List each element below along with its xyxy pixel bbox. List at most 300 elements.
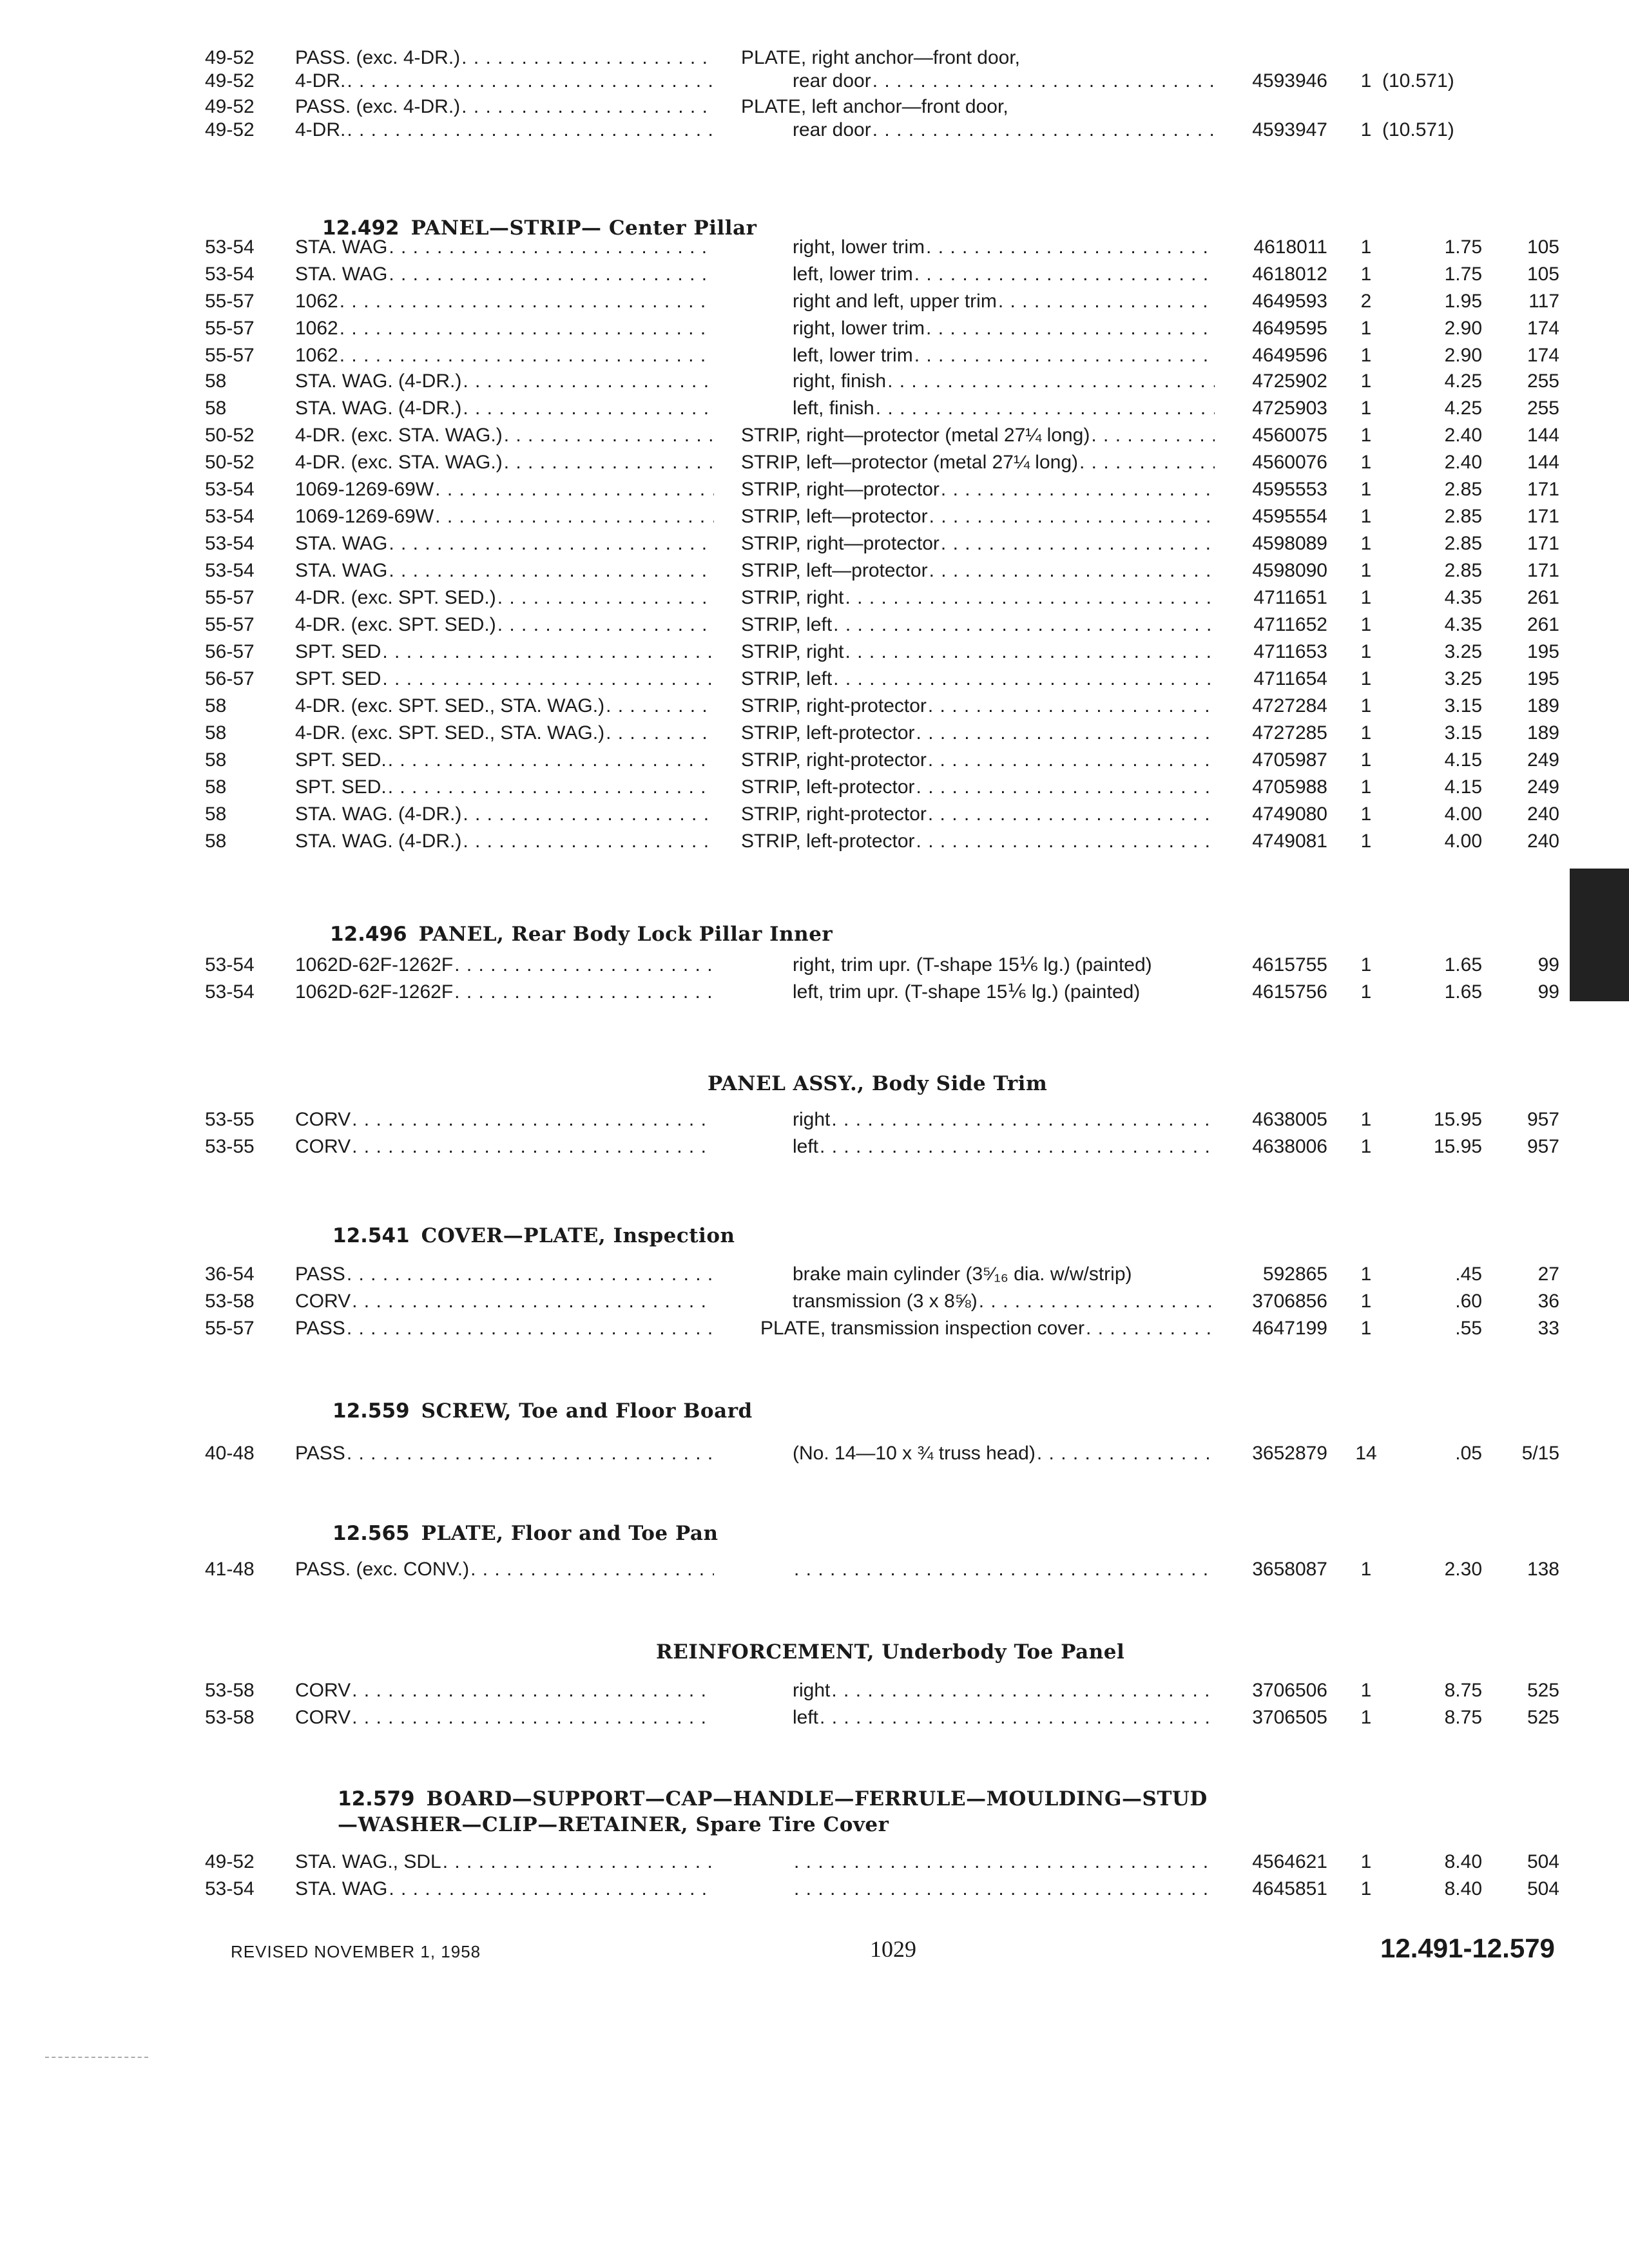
quantity: 1 <box>1360 1109 1372 1130</box>
model-years: 53-54 <box>205 560 255 581</box>
weight-value: 174 <box>1527 318 1559 339</box>
parts-row <box>0 67 1629 95</box>
section-number: 12.579 <box>338 1787 415 1811</box>
weight-value: 525 <box>1527 1707 1559 1728</box>
section-heading <box>338 1786 1208 1838</box>
model-application: CORV . . . <box>295 1287 714 1316</box>
quantity: 1 <box>1360 452 1372 473</box>
parts-row <box>0 800 1629 829</box>
part-description: left, lower trim . . . <box>793 260 1215 289</box>
model-application: 4-DR. (exc. STA. WAG.) . . . <box>295 448 714 477</box>
model-years: 58 <box>205 370 227 392</box>
quantity: 1 <box>1360 425 1372 446</box>
list-price: 3.15 <box>1444 695 1482 716</box>
list-price: 8.40 <box>1444 1851 1482 1872</box>
parts-row <box>0 692 1629 720</box>
list-price: 8.75 <box>1444 1680 1482 1701</box>
model-application: 4-DR. (exc. STA. WAG.) . . . <box>295 421 714 450</box>
list-price: 2.40 <box>1444 452 1482 473</box>
quantity: 1 <box>1360 1291 1372 1312</box>
parts-row <box>0 1848 1629 1876</box>
part-description: STRIP, left—protector . . . <box>741 557 1215 585</box>
model-application: 4-DR. . . . <box>295 67 714 95</box>
part-number: 4711652 <box>1253 614 1327 635</box>
weight-value: 249 <box>1527 749 1559 771</box>
model-application: STA. WAG. (4-DR.) . . . <box>295 827 714 856</box>
list-price: 3.25 <box>1444 668 1482 689</box>
model-application: PASS. (exc. 4-DR.) . . . <box>295 93 714 121</box>
quantity: 1 <box>1360 533 1372 554</box>
model-years: 55-57 <box>205 345 255 366</box>
parts-row <box>0 341 1629 370</box>
parts-row <box>0 827 1629 856</box>
model-application: 1069-1269-69W . . . <box>295 503 714 531</box>
model-years: 58 <box>205 803 227 825</box>
part-number: 4618012 <box>1252 264 1327 285</box>
section-title: BOARD—SUPPORT—CAP—HANDLE—FERRULE—MOULDING—STUD <box>426 1787 1208 1811</box>
weight-value: 144 <box>1527 452 1559 473</box>
parts-row <box>0 1677 1629 1705</box>
part-number: 4705987 <box>1252 749 1327 771</box>
part-description <box>793 1848 1215 1876</box>
list-price: 8.40 <box>1444 1878 1482 1899</box>
model-years: 36-54 <box>205 1264 255 1285</box>
scan-artifact-line <box>45 2057 148 2058</box>
part-number: 4595553 <box>1252 479 1327 500</box>
model-application: CORV . . . <box>295 1133 714 1161</box>
quantity: 1 <box>1360 1136 1372 1157</box>
model-application: STA. WAG. (4-DR.) . . . <box>295 394 714 423</box>
model-years: 53-54 <box>205 1878 255 1899</box>
list-price: 2.30 <box>1444 1559 1482 1580</box>
model-years: 53-54 <box>205 236 255 258</box>
parts-row <box>0 1875 1629 1903</box>
model-years: 49-52 <box>205 119 255 140</box>
parts-row <box>0 233 1629 262</box>
part-description: PLATE, right anchor—front door, <box>741 47 1020 68</box>
part-description: STRIP, right-protector . . . <box>741 692 1215 720</box>
quantity: 1 <box>1360 641 1372 662</box>
section-title: COVER—PLATE, Inspection <box>421 1224 735 1247</box>
section-title-continued: —WASHER—CLIP—RETAINER, Spare Tire Cover <box>338 1813 889 1836</box>
model-years: 49-52 <box>205 47 255 68</box>
part-number: 4711651 <box>1253 587 1327 608</box>
weight-value: 36 <box>1537 1291 1559 1312</box>
part-description: left, lower trim . . . <box>793 341 1215 370</box>
parts-row <box>0 1106 1629 1134</box>
part-description: STRIP, left . . . <box>741 611 1215 639</box>
section-number: 12.496 <box>330 923 407 946</box>
weight-value: 117 <box>1528 291 1559 312</box>
model-application: STA. WAG . . . <box>295 530 714 558</box>
parts-row <box>0 1314 1629 1343</box>
revised-date: REVISED NOVEMBER 1, 1958 <box>231 1942 481 1961</box>
list-price: 2.85 <box>1444 506 1482 527</box>
model-application: PASS. (exc. CONV.) . . . <box>295 1555 714 1584</box>
part-description <box>793 1555 1215 1584</box>
list-price: 2.85 <box>1444 479 1482 500</box>
parts-row <box>0 611 1629 639</box>
parts-row <box>0 503 1629 531</box>
part-description: STRIP, left-protector . . . <box>741 827 1215 856</box>
weight-value: 504 <box>1527 1878 1559 1899</box>
weight-value: 174 <box>1527 345 1559 366</box>
list-price: 4.25 <box>1444 370 1482 392</box>
weight-value: 195 <box>1527 668 1559 689</box>
quantity: 1 <box>1360 236 1372 258</box>
list-price: 4.35 <box>1444 587 1482 608</box>
model-application: STA. WAG . . . <box>295 260 714 289</box>
part-description: PLATE, left anchor—front door, <box>741 96 1008 117</box>
weight-value: 144 <box>1527 425 1559 446</box>
weight-value: 171 <box>1527 506 1559 527</box>
weight-value: 240 <box>1527 803 1559 825</box>
parts-row <box>0 394 1629 423</box>
part-description: left . . . <box>793 1704 1215 1732</box>
part-number: 3706505 <box>1252 1707 1327 1728</box>
model-application: PASS . . . <box>295 1260 714 1289</box>
quantity: 2 <box>1360 291 1372 312</box>
part-description: STRIP, left . . . <box>741 665 1215 693</box>
parts-row <box>0 746 1629 774</box>
weight-value: 249 <box>1527 776 1559 798</box>
part-description: rear door . . . <box>793 116 1215 144</box>
part-description: right . . . <box>793 1677 1215 1705</box>
model-years: 58 <box>205 749 227 771</box>
model-years: 53-54 <box>205 533 255 554</box>
list-price: 2.90 <box>1444 318 1482 339</box>
weight-value: (10.571) <box>1382 119 1454 140</box>
parts-row <box>0 287 1629 316</box>
model-years: 55-57 <box>205 318 255 339</box>
model-application: PASS . . . <box>295 1314 714 1343</box>
part-number: 4638005 <box>1252 1109 1327 1130</box>
model-application: STA. WAG . . . <box>295 233 714 262</box>
index-tab-marker <box>1570 869 1629 1001</box>
section-number: 12.492 <box>322 216 400 240</box>
parts-row <box>0 1133 1629 1161</box>
parts-row <box>0 476 1629 504</box>
part-description: STRIP, left—protector . . . <box>741 503 1215 531</box>
parts-row <box>0 978 1629 1006</box>
list-price: 4.35 <box>1444 614 1482 635</box>
part-description: left . . . <box>793 1133 1215 1161</box>
section-range: 12.491-12.579 <box>1380 1933 1555 1963</box>
list-price: 1.65 <box>1444 981 1482 1003</box>
part-number: 4560076 <box>1252 452 1327 473</box>
section-heading <box>708 1071 1047 1097</box>
parts-row <box>0 260 1629 289</box>
weight-value: 240 <box>1527 831 1559 852</box>
model-years: 41-48 <box>205 1559 255 1580</box>
part-number: 4615755 <box>1252 954 1327 975</box>
quantity: 14 <box>1355 1443 1377 1464</box>
parts-row <box>0 367 1629 396</box>
part-description: (No. 14—10 x ¾ truss head) . . . <box>793 1439 1215 1468</box>
quantity: 1 <box>1360 831 1372 852</box>
model-application: 1062 . . . <box>295 314 714 343</box>
parts-row <box>0 1287 1629 1316</box>
quantity: 1 <box>1360 264 1372 285</box>
model-application: 4-DR. (exc. SPT. SED.) . . . <box>295 584 714 612</box>
part-description: right . . . <box>793 1106 1215 1134</box>
model-years: 40-48 <box>205 1443 255 1464</box>
parts-row <box>0 116 1629 144</box>
list-price: 4.15 <box>1444 776 1482 798</box>
section-heading <box>333 1521 718 1546</box>
model-years: 53-54 <box>205 506 255 527</box>
model-years: 56-57 <box>205 668 255 689</box>
model-application: 1062D-62F-1262F . . . <box>295 978 714 1006</box>
model-application: CORV . . . <box>295 1677 714 1705</box>
quantity: 1 <box>1360 614 1372 635</box>
parts-row <box>0 557 1629 585</box>
model-application: STA. WAG. (4-DR.) . . . <box>295 800 714 829</box>
part-description <box>793 1875 1215 1903</box>
parts-row <box>0 665 1629 693</box>
weight-value: 5/15 <box>1521 1443 1559 1464</box>
list-price: 1.75 <box>1444 264 1482 285</box>
section-number: 12.565 <box>333 1522 410 1545</box>
list-price: 15.95 <box>1433 1136 1482 1157</box>
model-application: 1062 . . . <box>295 341 714 370</box>
model-application: STA. WAG . . . <box>295 1875 714 1903</box>
part-number: 4727285 <box>1252 722 1327 744</box>
part-number: 4593946 <box>1252 70 1327 91</box>
part-number: 4749080 <box>1252 803 1327 825</box>
page-number: 1029 <box>870 1936 916 1962</box>
part-number: 4749081 <box>1252 831 1327 852</box>
parts-row <box>0 773 1629 802</box>
weight-value: 957 <box>1527 1136 1559 1157</box>
part-number: 3658087 <box>1252 1559 1327 1580</box>
part-description: STRIP, right-protector . . . <box>741 800 1215 829</box>
part-number: 4593947 <box>1252 119 1327 140</box>
parts-row <box>0 421 1629 450</box>
list-price: 3.25 <box>1444 641 1482 662</box>
list-price: 4.00 <box>1444 831 1482 852</box>
quantity: 1 <box>1360 506 1372 527</box>
weight-value: 99 <box>1537 954 1559 975</box>
part-number: 4598090 <box>1252 560 1327 581</box>
model-application: 4-DR. (exc. SPT. SED., STA. WAG.) . . . <box>295 719 714 747</box>
model-years: 55-57 <box>205 587 255 608</box>
weight-value: 171 <box>1527 533 1559 554</box>
model-years: 55-57 <box>205 614 255 635</box>
model-years: 58 <box>205 695 227 716</box>
section-heading <box>333 1223 735 1249</box>
weight-value: 261 <box>1527 587 1559 608</box>
list-price: 4.25 <box>1444 398 1482 419</box>
weight-value: 27 <box>1537 1264 1559 1285</box>
section-title: REINFORCEMENT, Underbody Toe Panel <box>656 1640 1125 1664</box>
model-years: 55-57 <box>205 291 255 312</box>
quantity: 1 <box>1360 479 1372 500</box>
model-application: STA. WAG . . . <box>295 557 714 585</box>
part-number: 4725902 <box>1252 370 1327 392</box>
model-years: 53-54 <box>205 264 255 285</box>
part-number: 4649593 <box>1252 291 1327 312</box>
model-years: 58 <box>205 398 227 419</box>
part-description: transmission (3 x 8⅝) . . . <box>793 1287 1215 1316</box>
model-years: 58 <box>205 776 227 798</box>
part-description: brake main cylinder (3⁵⁄₁₆ dia. w/w/strip) <box>793 1264 1132 1285</box>
quantity: 1 <box>1360 776 1372 798</box>
model-application: 4-DR. (exc. SPT. SED., STA. WAG.) . . . <box>295 692 714 720</box>
section-heading <box>330 921 833 947</box>
part-description: right, lower trim . . . <box>793 314 1215 343</box>
model-application: PASS. (exc. 4-DR.) . . . <box>295 44 714 72</box>
part-description: right and left, upper trim . . . <box>793 287 1215 316</box>
weight-value: 189 <box>1527 695 1559 716</box>
quantity: 1 <box>1360 119 1372 140</box>
model-application: SPT. SED . . . <box>295 638 714 666</box>
model-years: 50-52 <box>205 452 255 473</box>
part-number: 4564621 <box>1252 1851 1327 1872</box>
part-number: 3706506 <box>1252 1680 1327 1701</box>
parts-row <box>0 719 1629 747</box>
quantity: 1 <box>1360 954 1372 975</box>
list-price: 1.75 <box>1444 236 1482 258</box>
parts-row <box>0 1260 1629 1289</box>
model-years: 49-52 <box>205 96 255 117</box>
model-application: SPT. SED. . . . <box>295 773 714 802</box>
model-years: 56-57 <box>205 641 255 662</box>
model-application: 4-DR. . . . <box>295 116 714 144</box>
quantity: 1 <box>1360 560 1372 581</box>
part-number: 4711653 <box>1253 641 1327 662</box>
part-number: 4560075 <box>1252 425 1327 446</box>
model-years: 53-54 <box>205 479 255 500</box>
part-description: STRIP, right—protector . . . <box>741 476 1215 504</box>
model-years: 53-58 <box>205 1291 255 1312</box>
model-years: 58 <box>205 722 227 744</box>
quantity: 1 <box>1360 1559 1372 1580</box>
part-description: rear door . . . <box>793 67 1215 95</box>
model-application: SPT. SED . . . <box>295 665 714 693</box>
part-description: STRIP, right—protector . . . <box>741 530 1215 558</box>
part-number: 4649595 <box>1252 318 1327 339</box>
model-application: 4-DR. (exc. SPT. SED.) . . . <box>295 611 714 639</box>
quantity: 1 <box>1360 318 1372 339</box>
weight-value: 99 <box>1537 981 1559 1003</box>
quantity: 1 <box>1360 668 1372 689</box>
quantity: 1 <box>1360 370 1372 392</box>
part-description: STRIP, left-protector . . . <box>741 773 1215 802</box>
section-heading <box>333 1398 753 1424</box>
model-application: 1062D-62F-1262F . . . <box>295 951 714 979</box>
parts-row <box>0 584 1629 612</box>
part-description: left, trim upr. (T-shape 15⅙ lg.) (painted) <box>793 981 1141 1003</box>
weight-value: 105 <box>1527 236 1559 258</box>
model-application: 1062 . . . <box>295 287 714 316</box>
weight-value: 105 <box>1527 264 1559 285</box>
section-number: 12.559 <box>333 1399 410 1423</box>
model-years: 49-52 <box>205 70 255 91</box>
weight-value: 957 <box>1527 1109 1559 1130</box>
section-heading <box>656 1639 1124 1665</box>
model-years: 53-54 <box>205 981 255 1003</box>
model-application: STA. WAG., SDL . . . <box>295 1848 714 1876</box>
weight-value: 255 <box>1527 398 1559 419</box>
part-number: 592865 <box>1262 1264 1327 1285</box>
weight-value: 195 <box>1527 641 1559 662</box>
part-description: STRIP, right—protector (metal 27¼ long) . . . <box>741 421 1215 450</box>
list-price: 3.15 <box>1444 722 1482 744</box>
quantity: 1 <box>1360 345 1372 366</box>
model-years: 49-52 <box>205 1851 255 1872</box>
model-years: 53-58 <box>205 1707 255 1728</box>
quantity: 1 <box>1360 398 1372 419</box>
model-years: 50-52 <box>205 425 255 446</box>
quantity: 1 <box>1360 1878 1372 1899</box>
weight-value: 525 <box>1527 1680 1559 1701</box>
parts-row <box>0 448 1629 477</box>
quantity: 1 <box>1360 1707 1372 1728</box>
quantity: 1 <box>1360 981 1372 1003</box>
model-years: 55-57 <box>205 1318 255 1339</box>
parts-row <box>0 1555 1629 1584</box>
quantity: 1 <box>1360 803 1372 825</box>
part-number: 4645851 <box>1252 1878 1327 1899</box>
part-description: STRIP, left—protector (metal 27¼ long) . . . <box>741 448 1215 477</box>
weight-value: 138 <box>1527 1559 1559 1580</box>
quantity: 1 <box>1360 722 1372 744</box>
parts-row <box>0 951 1629 979</box>
quantity: 1 <box>1360 1264 1372 1285</box>
model-years: 58 <box>205 831 227 852</box>
model-application: 1069-1269-69W . . . <box>295 476 714 504</box>
list-price: 4.15 <box>1444 749 1482 771</box>
part-number: 4705988 <box>1252 776 1327 798</box>
part-number: 4711654 <box>1253 668 1327 689</box>
part-number: 4725903 <box>1252 398 1327 419</box>
weight-value: 171 <box>1527 479 1559 500</box>
model-years: 53-55 <box>205 1136 255 1157</box>
list-price: 8.75 <box>1444 1707 1482 1728</box>
list-price: 2.85 <box>1444 533 1482 554</box>
model-years: 53-54 <box>205 954 255 975</box>
quantity: 1 <box>1360 1318 1372 1339</box>
part-description: STRIP, right-protector . . . <box>741 746 1215 774</box>
part-number: 4595554 <box>1252 506 1327 527</box>
part-number: 4618011 <box>1253 236 1327 258</box>
part-number: 4727284 <box>1252 695 1327 716</box>
weight-value: 255 <box>1527 370 1559 392</box>
list-price: .05 <box>1455 1443 1482 1464</box>
model-years: 53-55 <box>205 1109 255 1130</box>
section-title: PANEL ASSY., Body Side Trim <box>708 1072 1048 1095</box>
parts-row <box>0 638 1629 666</box>
part-description: STRIP, right . . . <box>741 638 1215 666</box>
weight-value: 261 <box>1527 614 1559 635</box>
quantity: 1 <box>1360 70 1372 91</box>
section-title: PANEL, Rear Body Lock Pillar Inner <box>418 923 833 946</box>
model-application: STA. WAG. (4-DR.) . . . <box>295 367 714 396</box>
list-price: 2.40 <box>1444 425 1482 446</box>
list-price: 2.90 <box>1444 345 1482 366</box>
list-price: 1.65 <box>1444 954 1482 975</box>
model-years: 53-58 <box>205 1680 255 1701</box>
list-price: 2.85 <box>1444 560 1482 581</box>
weight-value: 171 <box>1527 560 1559 581</box>
part-number: 4615756 <box>1252 981 1327 1003</box>
list-price: .55 <box>1455 1318 1482 1339</box>
parts-row <box>0 1439 1629 1468</box>
part-description: right, trim upr. (T-shape 15⅙ lg.) (painted) <box>793 954 1152 975</box>
list-price: 15.95 <box>1433 1109 1482 1130</box>
list-price: .60 <box>1455 1291 1482 1312</box>
